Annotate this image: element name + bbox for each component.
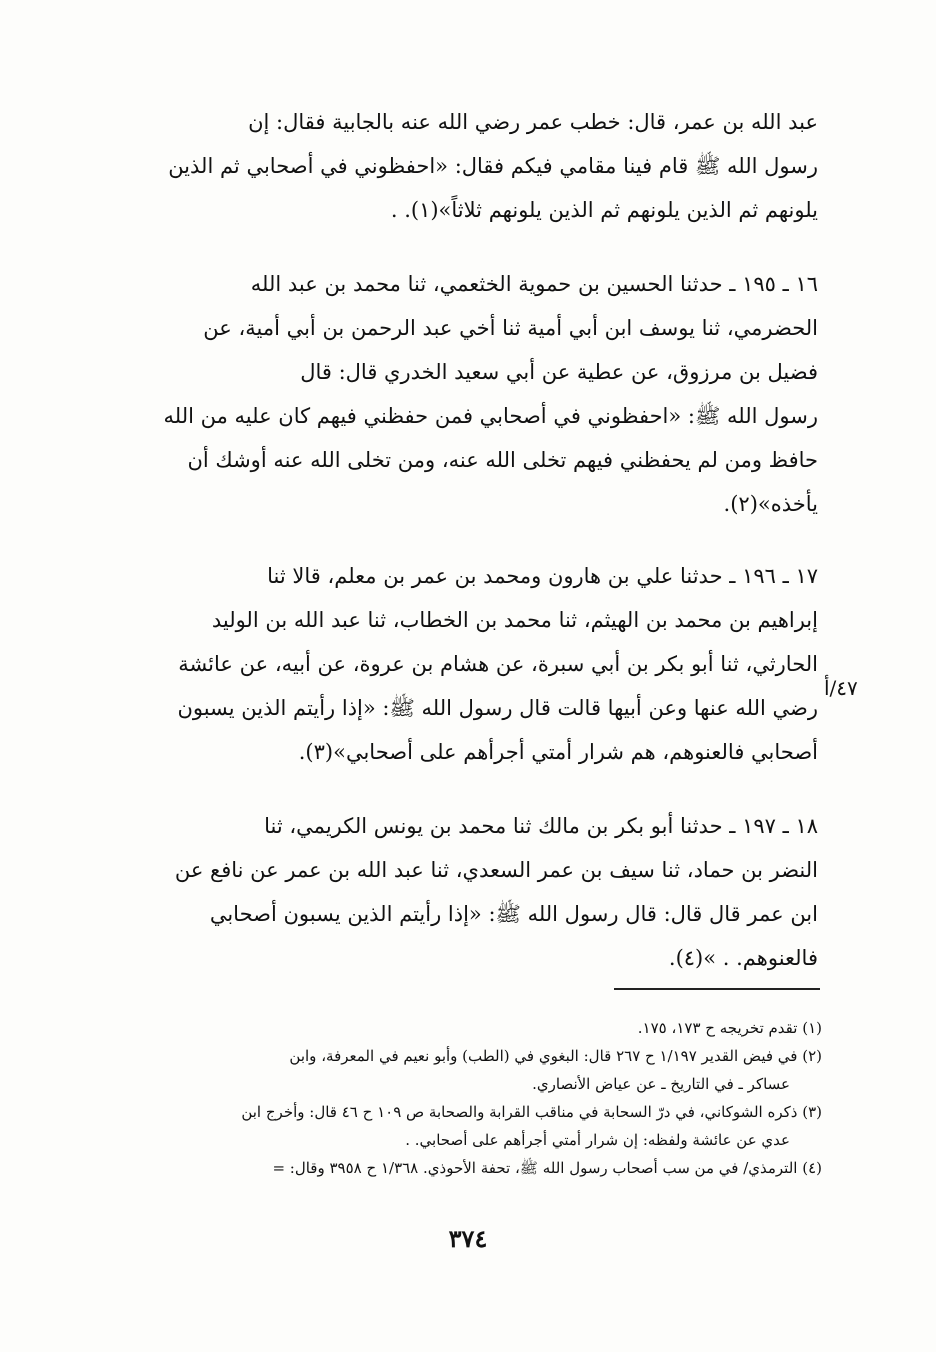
text-line: ١٦ ـ ١٩٥ ـ حدثنا الحسين بن حموية الخثعمي، ثنا محمد بن عبد الله	[250, 272, 818, 296]
hadith-196	[118, 554, 818, 774]
text-line: حافظ ومن لم يحفظني فيهم تخلى الله عنه، ومن تخلى الله عنه أوشك أن	[187, 448, 818, 472]
text-line: رسول الله ﷺ قام فينا مقامي فيكم فقال: «احفظوني في أصحابي ثم الذين	[168, 154, 818, 178]
text-line: رسول الله ﷺ: «احفظوني في أصحابي فمن حفظني فيهم كان عليه من الله	[163, 404, 818, 428]
text-line: الحارثي، ثنا أبو بكر بن أبي سبرة، عن هشام بن عروة، عن أبيه، عن عائشة	[178, 652, 818, 676]
paragraph-continuation	[118, 100, 818, 232]
footnotes	[118, 1014, 822, 1182]
footnote: (٣) ذكره الشوكاني، في درّ السحابة في مناقب القرابة والصحابة ص ١٠٩ ح ٤٦ قال: وأخرج ابن	[241, 1103, 822, 1121]
page-number: ٣٧٤	[448, 1224, 488, 1253]
text-line: عبد الله بن عمر، قال: خطب عمر رضي الله عنه بالجابية فقال: إن	[248, 110, 818, 134]
footnote: (١) تقدم تخريجه ح ١٧٣، ١٧٥.	[637, 1019, 822, 1037]
text-line: يأخذه»(٢).	[723, 492, 818, 516]
footnote-continuation: عساكر ـ في التاريخ ـ عن عياض الأنصاري.	[532, 1075, 790, 1093]
text-line: يلونهم ثم الذين يلونهم ثم الذين يلونهم ثلاثاً»(١). .	[390, 198, 818, 222]
text-line: فضيل بن مرزوق، عن عطية عن أبي سعيد الخدري قال: قال	[300, 360, 818, 384]
text-line: النضر بن حماد، ثنا سيف بن عمر السعدي، ثنا عبد الله بن عمر عن نافع عن	[174, 858, 818, 882]
footnote-continuation: عدي عن عائشة ولفظه: إن شرار أمتي أجرأهم على أصحابي. .	[405, 1131, 790, 1149]
text-line: ١٧ ـ ١٩٦ ـ حدثنا علي بن هارون ومحمد بن عمر بن معلم، قالا ثنا	[267, 564, 818, 588]
hadith-195	[118, 262, 818, 526]
text-line: إبراهيم بن محمد بن الهيثم، ثنا محمد بن الخطاب، ثنا عبد الله بن الوليد	[211, 608, 818, 632]
text-line: فالعنوهم. . »(٤).	[668, 946, 818, 970]
text-line: رضي الله عنها وعن أبيها قالت قال رسول الله ﷺ: «إذا رأيتم الذين يسبون	[177, 696, 818, 720]
manuscript-folio-marker: ٤٧/أ	[824, 676, 858, 700]
text-line: ابن عمر قال قال: قال رسول الله ﷺ: «إذا رأيتم الذين يسبون أصحابي	[209, 902, 818, 926]
text-line: الحضرمي، ثنا يوسف ابن أبي أمية ثنا أخي عبد الرحمن بن أبي أمية، عن	[203, 316, 818, 340]
footnote-separator	[614, 988, 820, 990]
footnote: (٢) في فيض القدير ١/١٩٧ ح ٢٦٧ قال: البغوي في (الطب) وأبو نعيم في المعرفة، وابن	[289, 1047, 822, 1065]
text-line: أصحابي فالعنوهم، هم شرار أمتي أجرأهم على أصحابي»(٣).	[298, 740, 818, 764]
hadith-197	[118, 804, 818, 980]
footnote: (٤) الترمذي/ في من سب أصحاب رسول الله ﷺ، تحفة الأحوذي. ١/٣٦٨ ح ٣٩٥٨ وقال: =	[272, 1159, 822, 1177]
text-line: ١٨ ـ ١٩٧ ـ حدثنا أبو بكر بن مالك ثنا محمد بن يونس الكريمي، ثنا	[264, 814, 818, 838]
